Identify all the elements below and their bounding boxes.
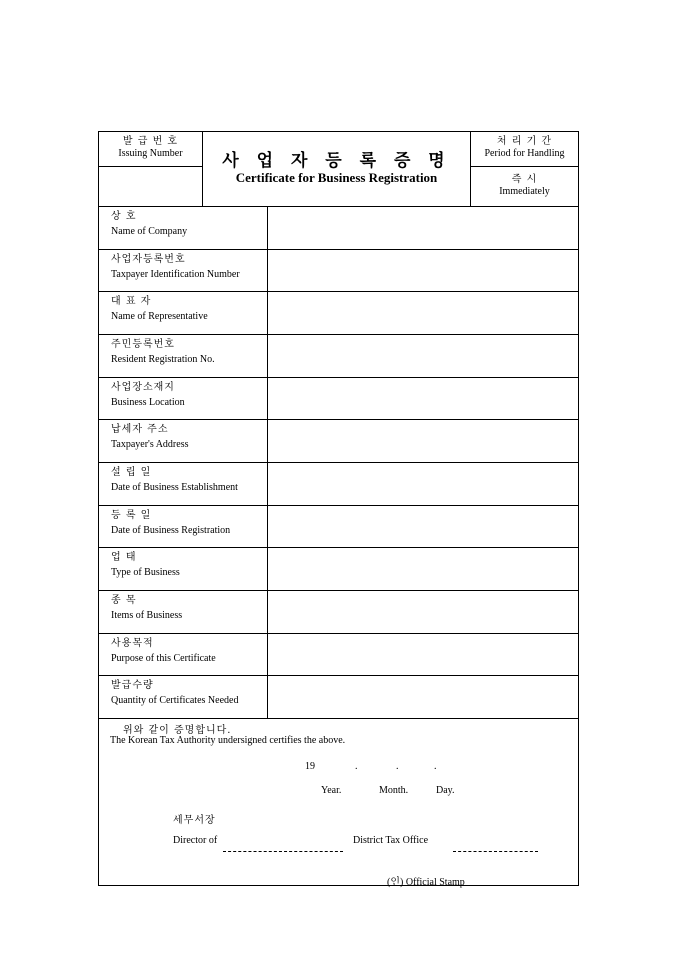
issuing-number-label-ko: 발 급 번 호 [122,136,179,147]
table-row [99,334,578,378]
form-footer [99,718,578,888]
table-row [99,633,578,676]
issuing-number-label-en: Issuing Number [118,148,183,159]
row-label-ko: 주민등록번호 [111,339,175,350]
row-label-ko: 납세자 주소 [111,424,169,435]
day-label: Day. [436,785,455,796]
row-label-en: Name of Company [111,226,188,237]
table-row [99,206,578,250]
row-label-en: Items of Business [111,610,183,621]
row-label-en: Name of Representative [111,311,208,322]
immediate-label-ko: 즉 시 [511,174,538,185]
row-label [99,547,268,590]
period-label-en: Period for Handling [484,148,565,159]
table-row [99,547,578,591]
row-label-ko: 발급수량 [111,680,154,691]
tax-office-head-label: 세무서장 [173,815,216,826]
row-value-field[interactable] [268,590,578,633]
row-label-ko: 등 록 일 [111,510,152,521]
row-label [99,206,268,249]
official-stamp: (인) Official Stamp [387,877,465,888]
row-value-field[interactable] [268,505,578,547]
row-label-en: Date of Business Registration [111,525,231,536]
row-label [99,419,268,462]
immediate-label-en: Immediately [499,186,550,197]
row-label-ko: 대 표 자 [111,296,152,307]
row-label-en: Date of Business Establishment [111,482,238,493]
district-office-label: District Tax Office [353,835,429,846]
row-value-field[interactable] [268,462,578,505]
row-value-field[interactable] [268,334,578,377]
row-label [99,334,268,377]
row-label-ko: 사용목적 [111,638,154,649]
row-value-field[interactable] [268,675,578,718]
row-label-en: Taxpayer's Address [111,439,189,450]
certificate-form [98,131,579,886]
table-row [99,291,578,335]
row-label [99,462,268,505]
row-label-en: Business Location [111,397,185,408]
row-value-field[interactable] [268,377,578,419]
table-row [99,675,578,719]
row-label-en: Purpose of this Certificate [111,653,216,664]
row-label [99,377,268,419]
row-label [99,675,268,718]
certify-text-ko: 위와 같이 증명합니다. [123,725,232,736]
certify-text-en: The Korean Tax Authority undersigned certifies the above. [110,735,346,746]
tax-office-name-line[interactable] [223,851,343,852]
page-title: 사 업 자 등 록 증 명 [222,151,451,171]
month-label: Month. [379,785,409,796]
row-value-field[interactable] [268,547,578,590]
director-of-label: Director of [173,835,218,846]
form-header [99,132,578,207]
table-row [99,249,578,292]
table-row [99,505,578,548]
date-dot: . [355,761,358,772]
row-label [99,505,268,547]
row-label-ko: 사업장소재지 [111,382,175,393]
row-value-field[interactable] [268,206,578,249]
row-label [99,633,268,675]
row-label [99,291,268,334]
table-row [99,590,578,634]
row-value-field[interactable] [268,419,578,462]
row-label-en: Quantity of Certificates Needed [111,695,239,706]
table-row [99,377,578,420]
row-label [99,590,268,633]
date-dot: . [434,761,437,772]
row-value-field[interactable] [268,633,578,675]
date-dot: . [396,761,399,772]
row-label-en: Taxpayer Identification Number [111,269,240,280]
row-label [99,249,268,291]
year-label: Year. [321,785,342,796]
row-label-ko: 사업자등록번호 [111,254,186,265]
row-label-ko: 종 목 [111,595,137,606]
row-label-ko: 업 태 [111,552,137,563]
row-label-ko: 상 호 [111,211,137,222]
year-prefix: 19 [305,761,315,772]
table-row [99,462,578,506]
row-label-en: Type of Business [111,567,180,578]
row-label-en: Resident Registration No. [111,354,215,365]
page-title-en: Certificate for Business Registration [235,170,438,185]
district-name-line[interactable] [453,851,538,852]
row-label-ko: 설 립 일 [111,467,152,478]
period-label-ko: 처 리 기 간 [496,136,553,147]
table-row [99,419,578,463]
row-value-field[interactable] [268,291,578,334]
row-value-field[interactable] [268,249,578,291]
